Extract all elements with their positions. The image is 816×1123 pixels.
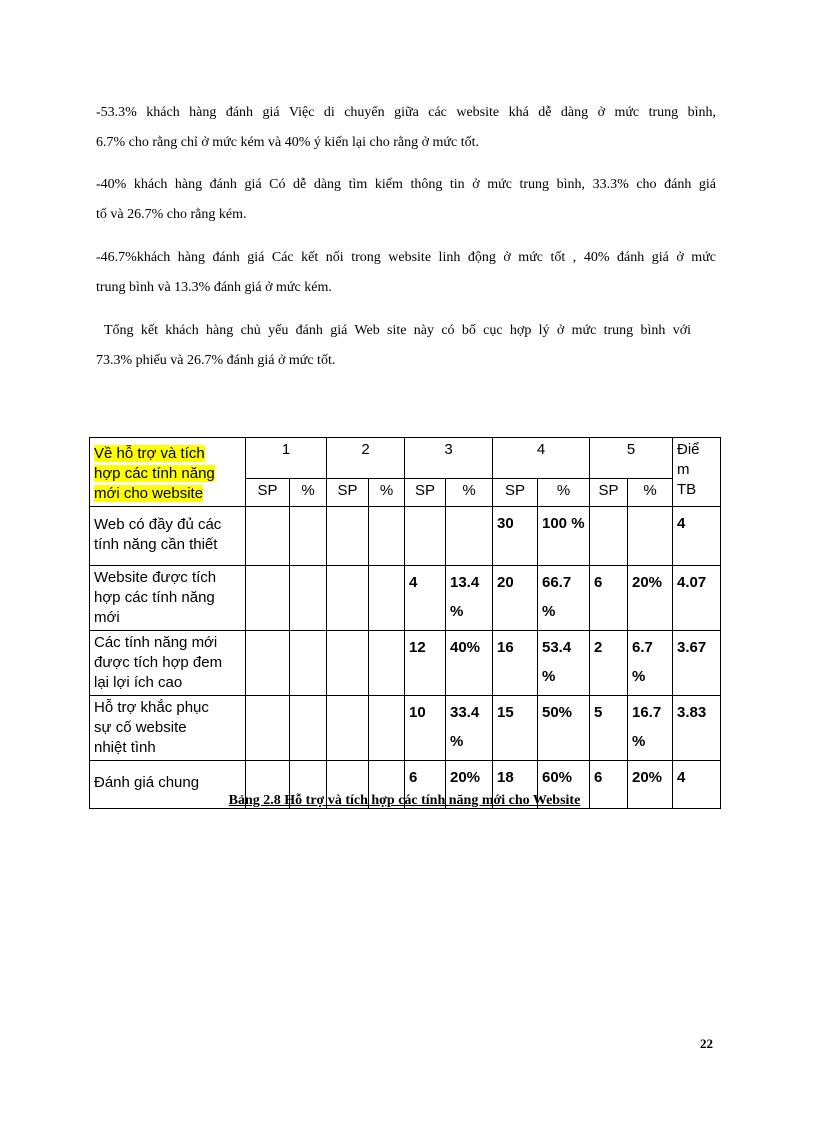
subheader-sp: SP bbox=[590, 478, 628, 506]
subheader-percent: % bbox=[290, 478, 327, 506]
table-cell bbox=[246, 631, 290, 696]
table-cell: 6 bbox=[405, 761, 446, 809]
table-row bbox=[90, 566, 721, 631]
paragraph-line: -40% khách hàng đánh giá Có dễ dàng tìm kiếm thông tin ở mức trung bình, 33.3% cho đánh giá bbox=[96, 177, 716, 192]
row-label-line: lại lợi ích cao bbox=[94, 674, 183, 691]
table-cell: 4 bbox=[405, 566, 446, 631]
paragraph-line: -46.7%khách hàng đánh giá Các kết nối trong website linh động ở mức tốt , 40% đánh giá ở mức bbox=[96, 250, 716, 265]
table-cell bbox=[405, 507, 446, 566]
row-label-line: Web có đầy đủ các bbox=[94, 516, 222, 533]
score-header-line: Điể bbox=[677, 441, 700, 458]
table-cell bbox=[327, 566, 369, 631]
table-cell bbox=[246, 507, 290, 566]
table-cell: 50% bbox=[538, 696, 590, 761]
table-cell: 16.7 % bbox=[628, 696, 673, 761]
table-cell: 16 bbox=[493, 631, 538, 696]
table-cell bbox=[369, 566, 405, 631]
subheader-sp: SP bbox=[327, 478, 369, 506]
paragraph-line: 6.7% cho rằng chỉ ở mức kém và 40% ý kiến lại cho rằng ở mức tốt. bbox=[96, 135, 479, 150]
row-label-line: mới bbox=[94, 609, 120, 626]
table-title-line: hợp các tính năng bbox=[94, 465, 215, 482]
row-label-line: Website được tích bbox=[94, 569, 217, 586]
table-cell: 10 bbox=[405, 696, 446, 761]
table-row bbox=[90, 507, 721, 566]
table-cell: 66.7 % bbox=[538, 566, 590, 631]
subheader-percent: % bbox=[538, 478, 590, 506]
table-cell: 33.4 % bbox=[446, 696, 493, 761]
table-cell: 5 bbox=[590, 696, 628, 761]
table-cell: 12 bbox=[405, 631, 446, 696]
level-header-3: 3 bbox=[405, 438, 493, 479]
table-cell bbox=[290, 631, 327, 696]
subheader-percent: % bbox=[446, 478, 493, 506]
table-header-row bbox=[90, 438, 721, 479]
table-cell bbox=[369, 507, 405, 566]
score-header-line: m bbox=[677, 461, 690, 478]
row-label bbox=[90, 507, 246, 566]
table-cell: 13.4 % bbox=[446, 566, 493, 631]
subheader-percent: % bbox=[369, 478, 405, 506]
paragraph-navigation bbox=[96, 98, 716, 158]
table-title-line: Về hỗ trợ và tích bbox=[94, 445, 205, 462]
row-label-line: tính năng cần thiết bbox=[94, 536, 218, 553]
subheader-sp: SP bbox=[493, 478, 538, 506]
table-cell: 6.7 % bbox=[628, 631, 673, 696]
table-cell bbox=[246, 696, 290, 761]
table-cell: 18 bbox=[493, 761, 538, 809]
paragraph-line: Tổng kết khách hàng chủ yếu đánh giá Web site này có bố cục hợp lý ở mức trung bình với bbox=[104, 323, 691, 338]
row-label bbox=[90, 696, 246, 761]
table-cell: 6 bbox=[590, 761, 628, 809]
level-header-2: 2 bbox=[327, 438, 405, 479]
score-cell: 4 bbox=[673, 761, 721, 809]
table-cell bbox=[369, 631, 405, 696]
row-label-line: Đánh giá chung bbox=[94, 774, 200, 791]
table-cell bbox=[327, 507, 369, 566]
table-cell bbox=[446, 507, 493, 566]
table-cell bbox=[290, 507, 327, 566]
table-cell: 53.4 % bbox=[538, 631, 590, 696]
subheader-sp: SP bbox=[246, 478, 290, 506]
score-cell: 3.67 bbox=[673, 631, 721, 696]
paragraph-summary bbox=[96, 316, 691, 376]
page-number: 22 bbox=[700, 1036, 713, 1051]
table-cell: 2 bbox=[590, 631, 628, 696]
table-cell: 100 % bbox=[538, 507, 590, 566]
table-cell: 60% bbox=[538, 761, 590, 809]
table-cell: 40% bbox=[446, 631, 493, 696]
row-label-line: hợp các tính năng bbox=[94, 589, 215, 606]
paragraph-line: tố và 26.7% cho rằng kém. bbox=[96, 207, 247, 222]
subheader-sp: SP bbox=[405, 478, 446, 506]
row-label bbox=[90, 566, 246, 631]
table-cell: 30 bbox=[493, 507, 538, 566]
table-cell bbox=[327, 696, 369, 761]
level-header-1: 1 bbox=[246, 438, 327, 479]
row-label-line: được tích hợp đem bbox=[94, 654, 223, 671]
paragraph-links bbox=[96, 243, 716, 303]
table-cell: 20 bbox=[493, 566, 538, 631]
score-cell: 4 bbox=[673, 507, 721, 566]
table-cell bbox=[246, 566, 290, 631]
level-header-4: 4 bbox=[493, 438, 590, 479]
row-label-line: Các tính năng mới bbox=[94, 634, 218, 651]
score-header-line: TB bbox=[677, 481, 697, 498]
score-cell: 3.83 bbox=[673, 696, 721, 761]
score-cell: 4.07 bbox=[673, 566, 721, 631]
table-cell bbox=[628, 507, 673, 566]
table-cell bbox=[369, 696, 405, 761]
subheader-percent: % bbox=[628, 478, 673, 506]
table-cell: 6 bbox=[590, 566, 628, 631]
table-row bbox=[90, 696, 721, 761]
table-cell: 20% bbox=[628, 761, 673, 809]
table-cell: 20% bbox=[628, 566, 673, 631]
table-cell bbox=[327, 631, 369, 696]
table-cell bbox=[290, 696, 327, 761]
table-cell bbox=[590, 507, 628, 566]
row-label bbox=[90, 631, 246, 696]
table-title-cell bbox=[90, 438, 246, 507]
score-header-cell bbox=[673, 438, 721, 507]
paragraph-line: 73.3% phiếu và 26.7% đánh giá ở mức tốt. bbox=[96, 353, 336, 368]
table-caption: Bảng 2.8 Hỗ trợ và tích hợp các tính năng mới cho Website bbox=[228, 793, 581, 808]
level-header-5: 5 bbox=[590, 438, 673, 479]
survey-table bbox=[89, 437, 721, 809]
table-row bbox=[90, 631, 721, 696]
paragraph-line: -53.3% khách hàng đánh giá Việc di chuyển giữa các website khá dễ dàng ở mức trung bình, bbox=[96, 105, 716, 120]
table-cell: 20% bbox=[446, 761, 493, 809]
table-cell: 15 bbox=[493, 696, 538, 761]
row-label-line: sự cố website bbox=[94, 719, 187, 736]
paragraph-line: trung bình và 13.3% đánh giá ở mức kém. bbox=[96, 280, 332, 295]
row-label-line: nhiệt tình bbox=[94, 739, 156, 756]
table-cell bbox=[290, 566, 327, 631]
paragraph-search bbox=[96, 170, 716, 230]
table-title-line: mới cho website bbox=[94, 485, 204, 502]
row-label-line: Hỗ trợ khắc phục bbox=[94, 699, 209, 716]
